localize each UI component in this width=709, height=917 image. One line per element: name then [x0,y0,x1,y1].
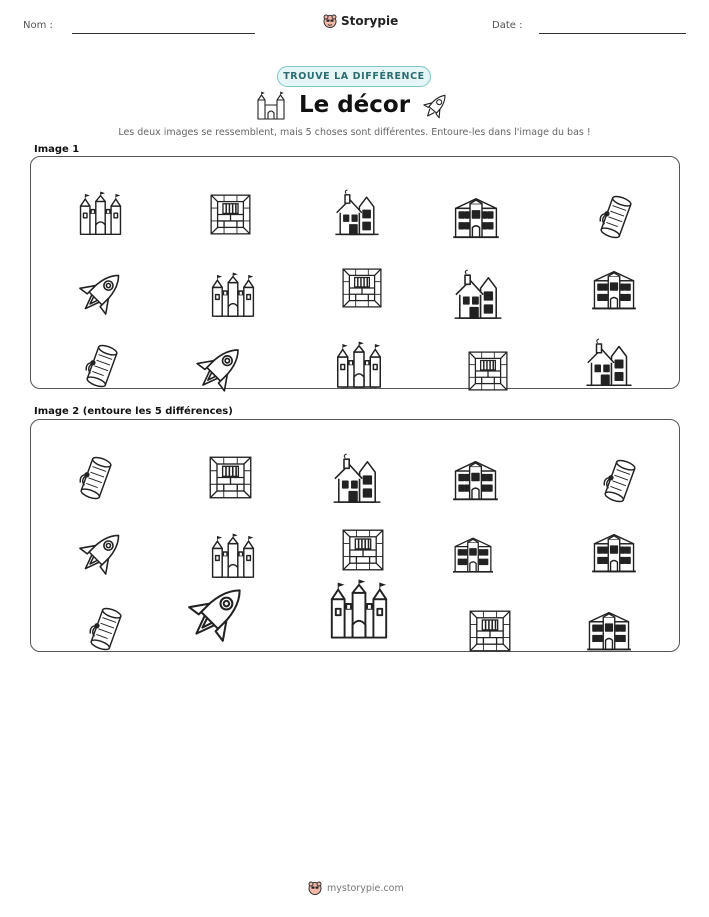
castle-icon[interactable] [209,534,257,582]
mansion-icon[interactable] [452,534,494,576]
brand-name: Storypie [341,14,399,28]
image2-label: Image 2 (entoure les 5 différences) [34,406,233,417]
storypie-logo-icon [308,881,322,895]
rocket-icon[interactable] [193,340,248,395]
rocket-icon[interactable] [76,526,128,578]
mansion-icon[interactable] [586,608,632,654]
castle-icon[interactable] [334,342,384,392]
activity-badge: TROUVE LA DIFFÉRENCE [277,66,431,87]
haunted-house-icon[interactable] [331,454,383,506]
scroll-icon[interactable] [596,457,644,505]
page-title: Le décor [298,92,411,118]
scroll-icon[interactable] [82,605,130,653]
haunted-house-icon[interactable] [452,270,504,322]
castle-icon[interactable] [327,580,391,644]
image1-label: Image 1 [34,144,80,155]
rocket-icon[interactable] [76,266,128,318]
rocket-icon [420,91,452,121]
scroll-icon[interactable] [592,193,640,241]
instruction-text: Les deux images se ressemblent, mais 5 choses sont différentes. Entoure-les dans l'image du bas ! [118,127,591,138]
date-label: Date : [492,20,523,31]
scroll-icon[interactable] [72,454,120,502]
date-line[interactable] [539,33,686,34]
brand [323,14,398,28]
prison-cell-icon[interactable] [208,455,253,500]
name-line[interactable] [72,33,255,34]
rocket-icon[interactable] [184,578,252,646]
image2-panel[interactable] [30,419,680,652]
prison-cell-icon[interactable] [209,193,252,236]
storypie-logo-icon [323,14,337,28]
mansion-icon[interactable] [452,457,499,504]
footer-site[interactable]: mystorypie.com [327,882,404,894]
mansion-icon[interactable] [452,194,500,242]
haunted-house-icon[interactable] [333,190,381,238]
prison-cell-icon[interactable] [341,267,383,309]
mansion-icon[interactable] [591,267,637,313]
castle-icon[interactable] [77,192,124,239]
prison-cell-icon[interactable] [467,350,509,392]
scroll-icon[interactable] [78,342,126,390]
mansion-icon[interactable] [591,530,637,576]
name-label: Nom : [23,20,53,31]
castle-icon[interactable] [209,273,257,321]
footer [308,881,404,895]
prison-cell-icon[interactable] [341,528,385,572]
haunted-house-icon[interactable] [584,339,634,389]
prison-cell-icon[interactable] [468,609,512,653]
image1-panel[interactable] [30,156,680,389]
